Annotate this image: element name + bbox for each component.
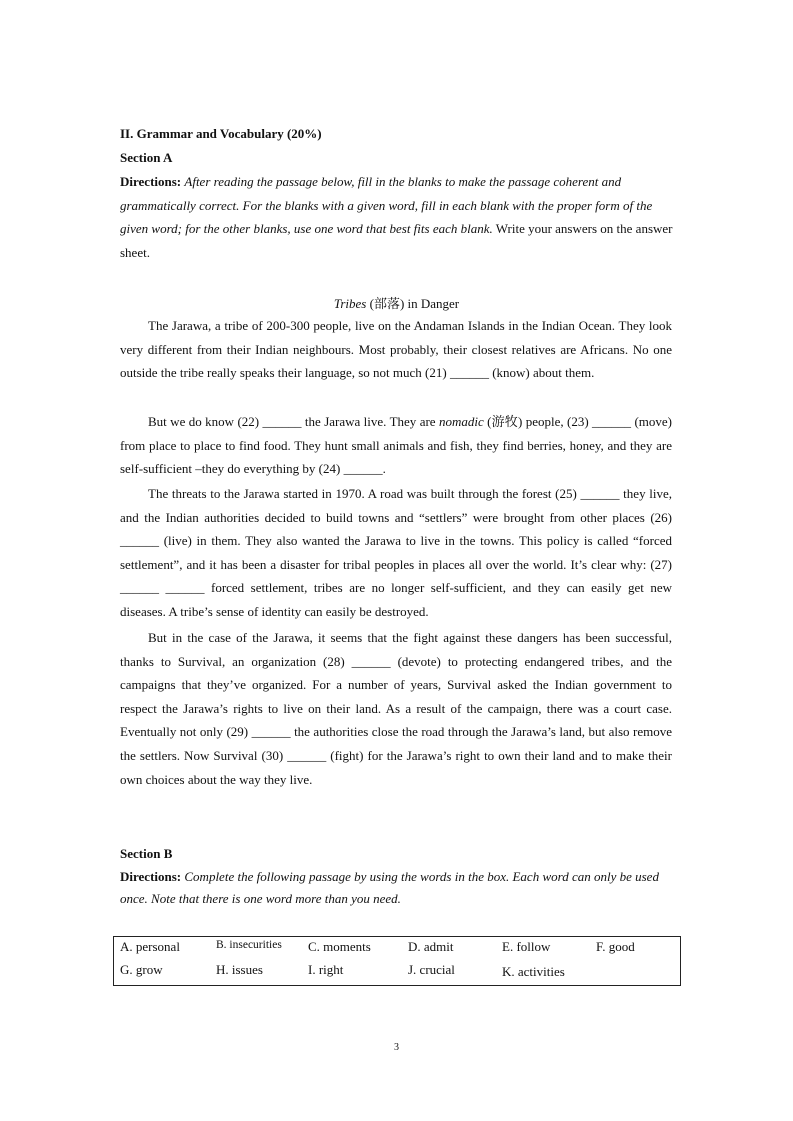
word-box xyxy=(113,936,681,986)
word-box-row xyxy=(114,937,681,961)
word-option: H. issues xyxy=(216,962,263,977)
word-option: I. right xyxy=(308,962,344,977)
section-b-label: Section B xyxy=(120,846,173,861)
passage-paragraph-3: The threats to the Jarawa started in 1970. A road was built through the forest (25) ______ they live, and the Indian authorities decided to build towns and “settlers” were brought from other places (26) ______ (live) in them. They also wanted the Jarawa to live in the towns. This policy is called “forced settlement”, and it has been a disaster for tribal peoples in places all over the world. It’s clear why: (27) ______ ______ forced settlement, tribes are no longer self-sufficient, and they can easily get new diseases. A tribe’s sense of identity can easily be destroyed. xyxy=(120,486,672,619)
word-option: D. admit xyxy=(408,939,454,954)
page-number: 3 xyxy=(394,1042,399,1053)
paragraph-2-part-b: (游牧) people, (23) ______ (move) from place to place to find food. They hunt small animals and fish, they find berries, honey, and they are self-sufficient –they do everything by (24) ______. xyxy=(120,414,672,477)
section-heading: II. Grammar and Vocabulary (20%) xyxy=(120,126,322,141)
passage-title xyxy=(0,293,793,312)
paragraph-2-italic-term: nomadic xyxy=(438,414,484,429)
directions-text: Complete the following passage by using the words in the box. Each word can only be used once. Note that there is one word more than you need. xyxy=(120,869,659,906)
word-option: J. crucial xyxy=(408,962,455,977)
passage-paragraph-1: The Jarawa, a tribe of 200-300 people, live on the Andaman Islands in the Indian Ocean. They look very different from their Indian neighbours. Most probably, their closest relatives are Africans. No one outside the tribe really speaks their language, so not much (21) ______ (know) about them. xyxy=(120,318,672,381)
directions-tail: Write your answers on the answer sheet. xyxy=(120,221,673,260)
paragraph-2-part-a: But we do know (22) ______ the Jarawa live. They are xyxy=(148,414,439,429)
word-option: B. insecurities xyxy=(216,939,282,951)
word-option: G. grow xyxy=(120,962,163,977)
word-option: E. follow xyxy=(502,939,551,954)
directions-label: Directions: xyxy=(120,174,182,189)
passage-paragraph-2 xyxy=(120,410,672,481)
passage-title-italic: Tribes xyxy=(333,296,367,311)
section-a-label: Section A xyxy=(120,150,173,165)
directions-label: Directions: xyxy=(120,869,182,884)
word-box-row xyxy=(114,960,681,986)
passage-title-rest: (部落) in Danger xyxy=(366,296,460,311)
word-option xyxy=(590,960,681,986)
section-b-directions xyxy=(120,866,680,910)
word-option: C. moments xyxy=(308,939,371,954)
word-option: F. good xyxy=(596,939,635,954)
word-option: A. personal xyxy=(120,939,180,954)
directions-text: After reading the passage below, fill in the blanks to make the passage coherent and grammatically correct. For the blanks with a given word, fill in each blank with the proper form of the given word; for the other blanks, use one word that best fits each blank. xyxy=(120,174,653,236)
section-a-directions xyxy=(120,170,680,264)
passage-paragraph-4: But in the case of the Jarawa, it seems that the fight against these dangers has been successful, thanks to Survival, an organization (28) ______ (devote) to protecting endangered tribes, and the campaigns that they’ve organized. For a number of years, Survival asked the Indian government to respect the Jarawa’s rights to live on their land. As a result of the campaign, there was a court case. Eventually not only (29) ______ the authorities close the road through the Jarawa’s land, but also remove the settlers. Now Survival (30) ______ (fight) for the Jarawa’s right to own their land and to make their own choices about the way they live. xyxy=(120,630,672,787)
word-option: K. activities xyxy=(502,964,565,979)
